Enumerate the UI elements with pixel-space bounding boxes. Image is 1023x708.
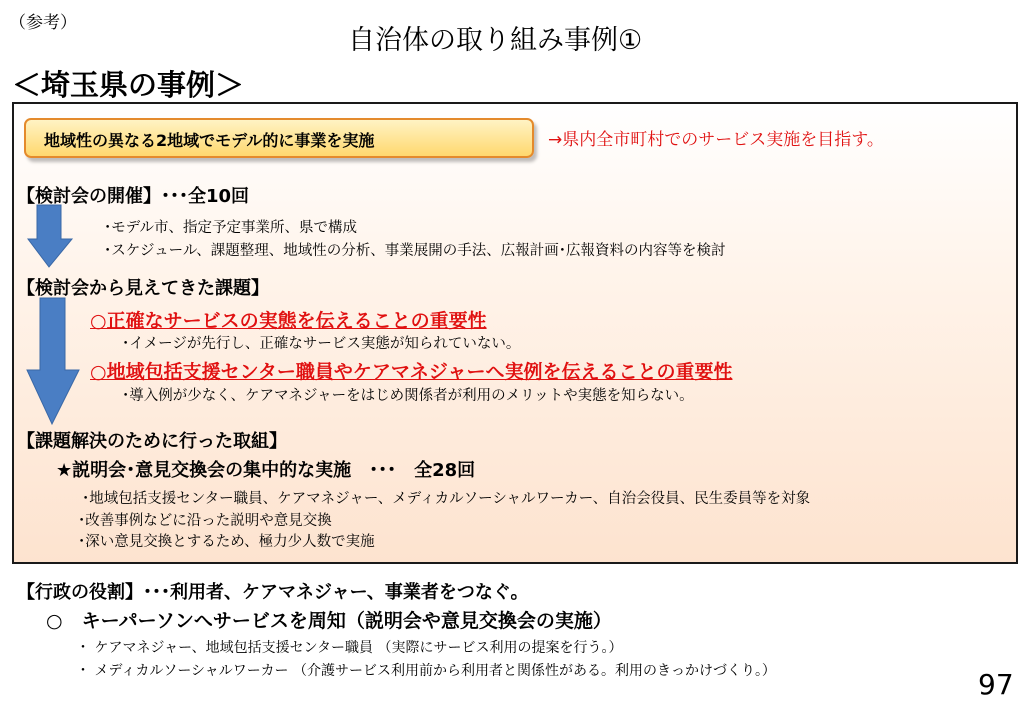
section-heading: ＜埼玉県の事例＞ — [12, 68, 245, 102]
model-project-text: 地域性の異なる2地域でモデル的に事業を実施 — [44, 131, 375, 150]
issue-title: ○地域包括支援センター職員やケアマネジャーへ実例を伝えることの重要性 — [90, 361, 733, 383]
solution-subheading: ★説明会･意見交換会の集中的な実施 ･･･ 全28回 — [56, 460, 476, 481]
solution-bullet: ･改善事例などに沿った説明や意見交換 — [78, 513, 332, 529]
meeting-bullet: ･モデル市、指定予定事業所、県で構成 — [104, 220, 358, 236]
page-number: 97 — [978, 668, 1014, 701]
issue-detail: ･導入例が少なく、ケアマネジャーをはじめ関係者が利用のメリットや実態を知らない。 — [122, 388, 694, 404]
issue-detail: ･イメージが先行し、正確なサービス実態が知られていない。 — [122, 336, 521, 352]
role-bullet: ・ メディカルソーシャルワーカー （介護サービス利用前から利用者と関係性がある。利用のきっかけづくり。） — [76, 663, 776, 679]
reference-label: （参考） — [9, 13, 77, 33]
page-title: 自治体の取り組み事例① — [348, 25, 643, 56]
solution-bullet: ･地域包括支援センター職員、ケアマネジャー、メディカルソーシャルワーカー、自治会役員、民生委員等を対象 — [82, 491, 811, 507]
issues-heading: 【検討会から見えてきた課題】 — [17, 278, 269, 299]
down-arrow-icon — [28, 205, 72, 267]
goal-text: →県内全市町村でのサービス実施を目指す。 — [548, 130, 884, 150]
meeting-bullet: ･スケジュール、課題整理、地域性の分析、事業展開の手法、広報計画･広報資料の内容等を検討 — [104, 243, 726, 259]
role-bullet: ・ ケアマネジャー、地域包括支援センター職員 （実際にサービス利用の提案を行う。） — [76, 640, 623, 656]
solution-heading: 【課題解決のために行った取組】 — [17, 431, 287, 452]
solution-bullet: ･深い意見交換とするため、極力少人数で実施 — [78, 534, 375, 550]
role-subheading: ○ キーパーソンへサービスを周知（説明会や意見交換会の実施） — [46, 610, 612, 632]
down-arrow-icon — [27, 298, 79, 424]
issue-title: ○正確なサービスの実態を伝えることの重要性 — [90, 310, 487, 332]
role-heading: 【行政の役割】･･･利用者、ケアマネジャー、事業者をつなぐ。 — [17, 582, 529, 603]
meeting-heading: 【検討会の開催】･･･全10回 — [17, 186, 250, 207]
